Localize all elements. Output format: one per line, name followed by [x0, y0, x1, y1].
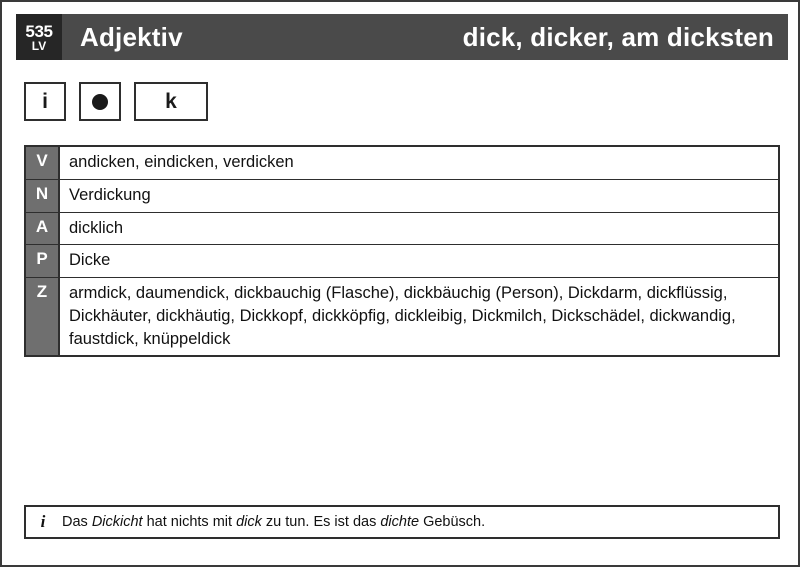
header-spacer	[183, 14, 463, 60]
row-tag: V	[25, 146, 59, 179]
bullet-icon-box[interactable]	[79, 82, 121, 121]
footnote-emphasis-2: dick	[236, 514, 262, 530]
row-content: dicklich	[69, 218, 124, 237]
level-letter-icon: k	[165, 89, 177, 113]
table-row	[25, 179, 779, 212]
info-icon-box[interactable]	[24, 82, 66, 121]
word-family-table	[24, 145, 780, 357]
row-tag: P	[25, 245, 59, 278]
row-content: Dicke	[69, 251, 111, 270]
footnote-part-2: hat nichts mit	[142, 514, 237, 530]
row-content: andicken, eindicken, verdicken	[69, 153, 294, 171]
part-of-speech-label: Adjektiv	[80, 21, 183, 52]
row-tag: N	[25, 179, 59, 212]
row-tag: A	[25, 212, 59, 245]
row-content: armdick, daumendick, dickbauchig (Flasche), dickbäuchig (Person), Dickdarm, dickflüssig, Dickhäuter, dickhäutig, Dickkopf, dickköpfig, dickleibig, Dickmilch, Dickschädel, dickwandig, faustdick, knüppeldick	[69, 284, 736, 348]
table-row	[25, 278, 779, 357]
level-icon-box[interactable]	[134, 82, 208, 121]
header-bar	[16, 14, 788, 60]
row-tag: Z	[25, 278, 59, 357]
info-note-icon: i	[40, 512, 46, 531]
footnote-part-3: zu tun. Es ist das	[261, 514, 381, 530]
footnote-emphasis-1: Dickicht	[91, 514, 143, 530]
info-icon: i	[42, 89, 48, 113]
card-level-code: LV	[31, 38, 47, 53]
row-content: Verdickung	[69, 185, 151, 204]
footnote-text	[60, 514, 485, 530]
footnote-part-1: Das	[62, 514, 92, 530]
footnote-part-4: Gebüsch.	[419, 514, 486, 530]
card-index-block	[16, 14, 62, 60]
table-row	[25, 212, 779, 245]
headword-label: dick, dicker, am dicksten	[462, 21, 774, 52]
table-row	[25, 245, 779, 278]
dot-icon	[92, 94, 108, 110]
icon-strip	[24, 82, 221, 121]
footnote-emphasis-3: dichte	[380, 514, 420, 530]
table-row	[25, 146, 779, 179]
card-number: 535	[25, 21, 53, 41]
footnote-box	[24, 505, 780, 539]
